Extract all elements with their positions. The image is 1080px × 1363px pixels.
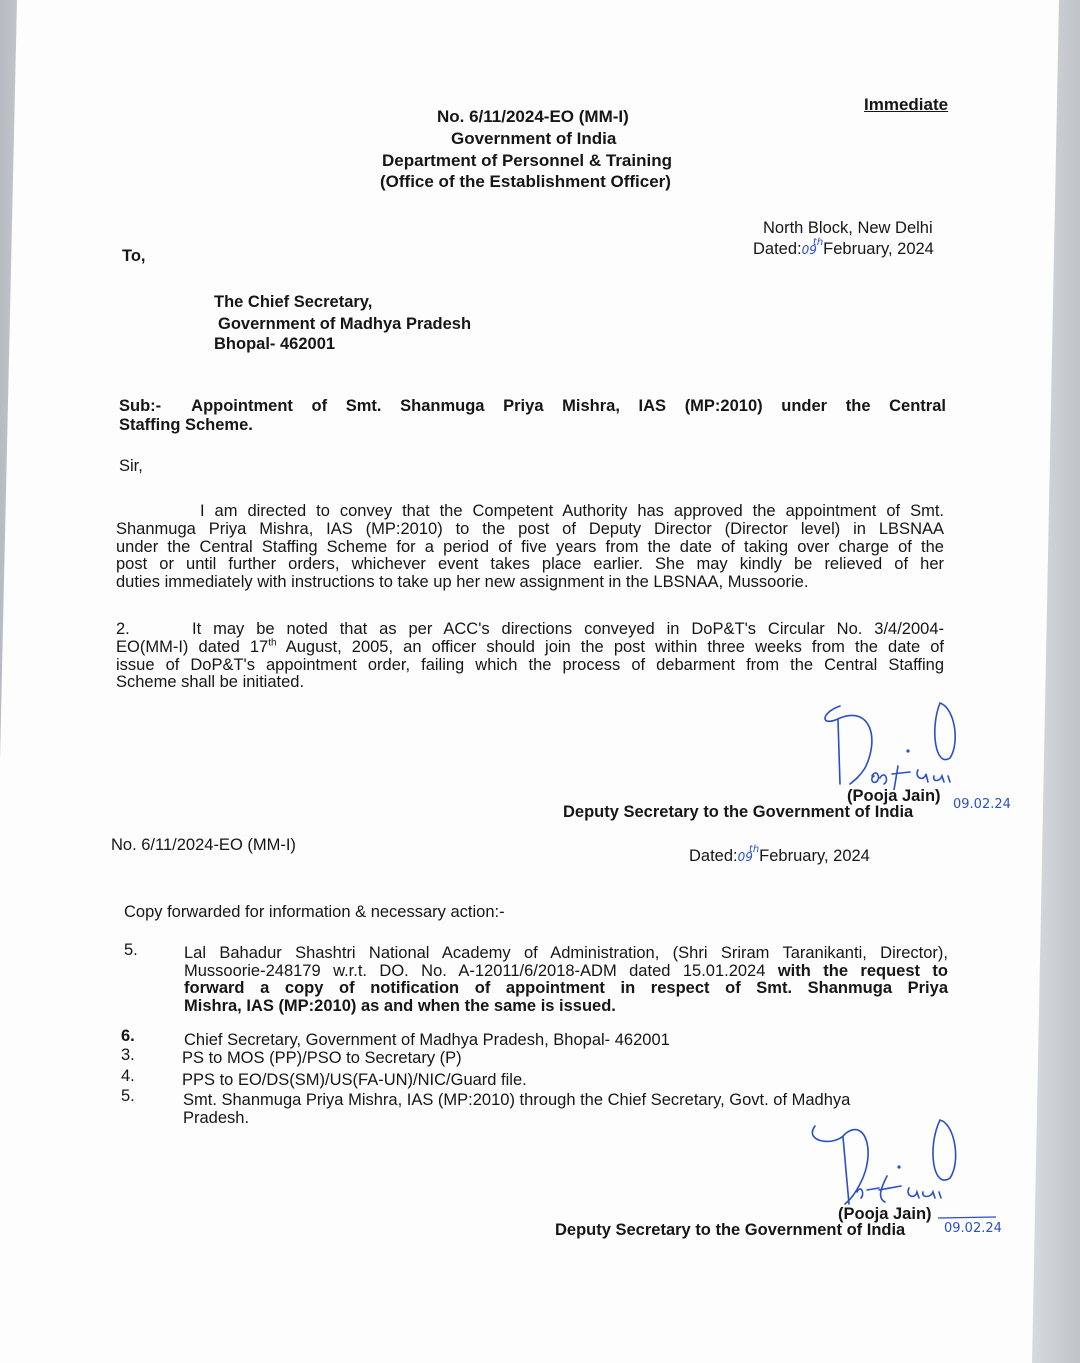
copy-item-text: Mussoorie-248179 w.r.t. DO. No. A-12011/6/2018-ADM dated 15.01.2024 xyxy=(184,961,766,980)
subject-label: Sub:- xyxy=(119,397,162,415)
copy-item-number: 4. xyxy=(121,1067,135,1085)
paragraph-1-line: I am directed to convey that the Competent Authority has approved the appointment of Smt. xyxy=(200,502,944,520)
paragraph-2-number: 2. xyxy=(116,620,130,638)
paragraph-2-text: August, 2005, an officer should join the post within three weeks from the date of xyxy=(276,637,944,656)
copy-item-1 xyxy=(184,945,948,1015)
handwritten-day: 09 xyxy=(801,243,817,257)
paragraph-2-line: issue of DoP&T's appointment order, failing which the process of debarment from the Central Staffing xyxy=(116,655,944,674)
file-number: No. 6/11/2024-EO (MM-I) xyxy=(437,107,629,126)
copy-item-number: 5. xyxy=(124,941,138,959)
scan-edge-left xyxy=(0,0,20,760)
month-year: February, 2024 xyxy=(823,240,934,258)
addressee-line-2: Government of Madhya Pradesh xyxy=(218,315,472,333)
copy-item-line: Smt. Shanmuga Priya Mishra, IAS (MP:2010) through the Chief Secretary, Govt. of Madhya xyxy=(183,1091,851,1109)
signatory-designation-1: Deputy Secretary to the Government of India xyxy=(563,803,914,821)
month-year: February, 2024 xyxy=(759,847,870,865)
paragraph-2-text: EO(MM-I) dated 17 xyxy=(116,637,269,656)
copy-item-number: 6. xyxy=(121,1027,135,1045)
copy-file-number: No. 6/11/2024-EO (MM-I) xyxy=(111,836,296,854)
signatory-designation-2: Deputy Secretary to the Government of India xyxy=(555,1221,906,1239)
signature-2-date: 09.02.24 xyxy=(944,1221,1002,1236)
copy-item-number: 3. xyxy=(121,1046,135,1064)
paragraph-1 xyxy=(116,503,944,592)
copy-date-line xyxy=(689,844,870,866)
copy-item-bold-text: with the request to xyxy=(765,961,948,980)
date-line xyxy=(753,237,934,259)
government-heading: Government of India xyxy=(451,129,617,148)
dated-label: Dated: xyxy=(689,847,738,865)
paragraph-1-line: duties immediately with instructions to take up her new assignment in the LBSNAA, Mussoorie. xyxy=(116,573,809,592)
handwritten-suffix: th xyxy=(812,237,824,248)
copy-intro: Copy forwarded for information & necessary action:- xyxy=(124,903,505,921)
copy-item-line: Lal Bahadur Shashtri National Academy of Administration, (Shri Sriram Taranikanti, Director), xyxy=(184,944,948,962)
paragraph-1-line: post or until further orders, whichever event takes place earlier. She may kindly be relieved of her xyxy=(116,555,944,574)
handwritten-day: 09 xyxy=(737,850,753,864)
handwritten-suffix: th xyxy=(748,844,760,855)
dated-label: Dated: xyxy=(753,240,802,258)
copy-item-5 xyxy=(183,1092,850,1127)
copy-item-4: PPS to EO/DS(SM)/US(FA-UN)/NIC/Guard file. xyxy=(182,1071,527,1089)
copy-item-number: 5. xyxy=(121,1087,135,1105)
paragraph-2-text: It may be noted that as per ACC's directions conveyed in DoP&T's Circular No. 3/4/2004- xyxy=(192,620,944,638)
priority-label: Immediate xyxy=(864,95,949,114)
signature-2-handwritten xyxy=(805,1112,980,1207)
copy-item-line: forward a copy of notification of appointment in respect of Smt. Shanmuga Priya xyxy=(184,979,948,997)
signatory-name-2: (Pooja Jain) xyxy=(838,1205,932,1223)
salutation: Sir, xyxy=(119,457,143,475)
addressee-line-3: Bhopal- 462001 xyxy=(214,335,336,353)
paragraph-1-line: Shanmuga Priya Mishra, IAS (MP:2010) to the post of Deputy Director (Director level) in LBSNAA xyxy=(116,519,944,538)
copy-item-3: PS to MOS (PP)/PSO to Secretary (P) xyxy=(182,1049,462,1067)
office-heading: (Office of the Establishment Officer) xyxy=(380,172,671,191)
copy-item-line xyxy=(184,963,948,981)
copy-item-line: Pradesh. xyxy=(183,1108,250,1127)
subject-line-1 xyxy=(119,397,946,416)
place: North Block, New Delhi xyxy=(763,219,933,237)
paragraph-1-line: under the Central Staffing Scheme for a period of five years from the date of taking over charge of the xyxy=(116,537,944,556)
copy-item-line: Mishra, IAS (MP:2010) as and when the same is issued. xyxy=(184,996,616,1015)
to-label: To, xyxy=(122,247,146,265)
paragraph-2-line: Scheme shall be initiated. xyxy=(116,673,305,692)
signature-1-handwritten xyxy=(810,698,980,790)
scan-edge-right xyxy=(1032,0,1080,1363)
paragraph-2 xyxy=(116,621,944,692)
subject-line-2: Staffing Scheme. xyxy=(119,416,253,434)
addressee-line-1: The Chief Secretary, xyxy=(214,293,373,311)
superscript: th xyxy=(268,637,277,649)
signatory-name-1: (Pooja Jain) xyxy=(847,787,941,805)
department-heading: Department of Personnel & Training xyxy=(382,151,672,170)
paragraph-2-line xyxy=(116,621,944,639)
copy-item-2: Chief Secretary, Government of Madhya Pradesh, Bhopal- 462001 xyxy=(184,1031,670,1049)
signature-1-date: 09.02.24 xyxy=(953,797,1011,812)
paragraph-2-line xyxy=(116,639,944,657)
subject-text: Appointment of Smt. Shanmuga Priya Mishra, IAS (MP:2010) under the Central xyxy=(191,397,946,415)
